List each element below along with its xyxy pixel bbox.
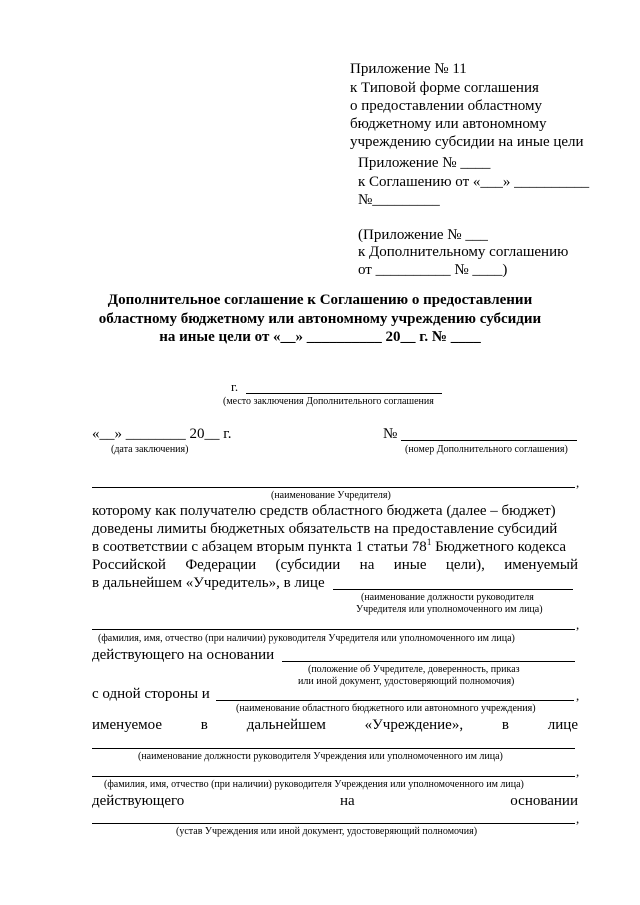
founder-position-line [333,589,573,590]
basis-caption-1: (положение об Учредителе, доверенность, приказ [308,664,520,675]
document-title-line-1: Дополнительное соглашение к Соглашению о предоставлении [107,292,533,308]
charter-caption: (устав Учреждения или иной документ, удостоверяющий полномочия) [176,826,478,837]
paragraph-line-1: которому как получателю средств областного бюджета (далее – бюджет) [92,503,556,519]
document-title-line-3: на иные цели от «__» __________ 20__ г. № ____ [159,329,481,345]
paragraph-line-3: в соответствии с абзацем вторым пункта 1 статьи $78^1$ Бюджетного кодекса [92,537,566,555]
place-prefix: г. [231,379,239,394]
supplementary-annex-line-3: от __________ № ____) [358,262,508,278]
comma: , [576,688,580,703]
number-caption: (номер Дополнительного соглашения) [405,444,568,455]
place-line [246,393,442,394]
superscript-1: 1 [426,537,432,547]
paragraph-line-5: в дальнейшем «Учредитель», в лице [92,575,325,591]
comma: , [576,617,580,632]
place-caption: (место заключения Дополнительного соглашения [223,396,434,407]
basis-line [282,661,575,662]
institution-position-line [92,748,575,749]
institution-named-line: именуемое в дальнейшем «Учреждение», в лице [92,717,578,733]
agreement-annex-line-1: Приложение № ____ [358,155,491,171]
supplementary-annex-line-1: (Приложение № ___ [358,227,488,243]
founder-representative-caption: (фамилия, имя, отчество (при наличии) руководителя Учредителя или уполномоченного им лица) [98,633,515,644]
basis-caption-2: или иной документ, удостоверяющий полномочия) [298,676,515,687]
agreement-annex-line-2: к Соглашению от «___» __________ [358,174,590,190]
institution-caption: (наименование областного бюджетного или автономного учреждения) [236,703,536,714]
date-caption: (дата заключения) [111,444,189,455]
annex-line-2: о предоставлении областному [350,98,543,114]
annex-title: Приложение № 11 [350,61,467,77]
founder-position-caption-1: (наименование должности руководителя [361,592,534,603]
comma: , [576,811,580,826]
founder-position-caption-2: Учредителя или уполномоченного им лица) [356,604,543,615]
comma: , [576,475,580,490]
charter-line [92,823,575,824]
document-title-line-2: областному бюджетному или автономному учреждению субсидии [98,311,542,327]
founder-name-line [92,487,575,488]
number-label: № [383,426,398,442]
institution-representative-line [92,776,575,777]
number-line [401,440,577,441]
agreement-annex-line-3: №_________ [358,192,440,208]
one-side-label: с одной стороны и [92,686,210,702]
institution-acting-line: действующего на основании [92,793,578,809]
institution-position-caption: (наименование должности руководителя Учреждения или уполномоченного им лица) [138,751,503,762]
founder-caption: (наименование Учредителя) [271,490,391,501]
annex-line-1: к Типовой форме соглашения [350,80,539,96]
annex-line-4: учреждению субсидии на иные цели [350,134,584,150]
paragraph-line-4: Российской Федерации (субсидии на иные цели), именуемый [92,557,578,573]
institution-name-line [216,700,574,701]
supplementary-annex-line-2: к Дополнительному соглашению [358,244,569,260]
annex-line-3: бюджетному или автономному [350,116,547,132]
paragraph-line-2: доведены лимиты бюджетных обязательств на предоставление субсидий [92,521,558,537]
institution-representative-caption: (фамилия, имя, отчество (при наличии) руководителя Учреждения или уполномоченного им лица) [104,779,524,790]
acting-basis-label: действующего на основании [92,647,275,663]
comma: , [576,764,580,779]
agreement-date: «__» ________ 20__ г. [92,426,232,442]
founder-representative-line [92,629,575,630]
